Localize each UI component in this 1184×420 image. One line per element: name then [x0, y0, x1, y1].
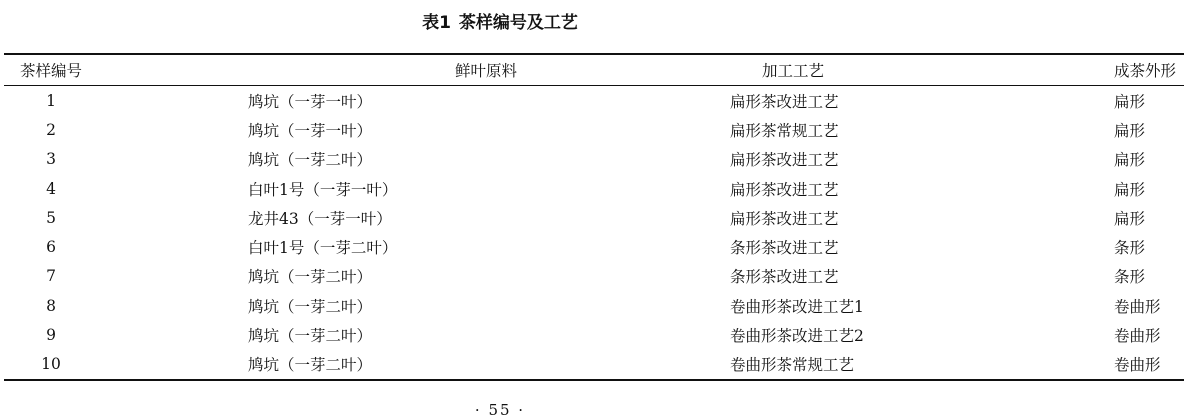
- cell-raw-material: 鸠坑（一芽二叶）: [248, 297, 373, 316]
- table-row: [4, 145, 1184, 174]
- cell-processing: 卷曲形茶常规工艺: [724, 350, 1114, 380]
- cell-raw-material: 龙井43（一芽一叶）: [248, 209, 392, 228]
- cell-appearance: 扁形: [1114, 92, 1146, 111]
- cell-raw-material: 鸠坑（一芽二叶）: [98, 350, 724, 380]
- table-row: [4, 115, 1184, 144]
- cell-appearance: 扁形: [1114, 151, 1146, 170]
- cell-sample-id: 3: [46, 150, 56, 169]
- cell-processing: 卷曲形茶改进工艺2: [730, 327, 864, 346]
- tea-sample-table: [4, 53, 1184, 381]
- table-row: [4, 291, 1184, 320]
- header-appearance: 成茶外形: [1114, 54, 1184, 86]
- cell-appearance: 条形: [1114, 239, 1146, 258]
- cell-processing: 条形茶改进工艺: [730, 268, 839, 287]
- table-row: [4, 232, 1184, 261]
- cell-raw-material: 鸠坑（一芽一叶）: [248, 121, 373, 140]
- table-title: 茶样编号及工艺: [458, 13, 578, 33]
- table-header-row: [4, 54, 1184, 86]
- table-row: [4, 350, 1184, 380]
- cell-appearance: 扁形: [1114, 180, 1146, 199]
- cell-raw-material: 鸠坑（一芽二叶）: [248, 327, 373, 346]
- table-row: [4, 174, 1184, 203]
- cell-raw-material: 白叶1号（一芽二叶）: [248, 239, 398, 258]
- cell-appearance: 扁形: [1114, 121, 1146, 140]
- cell-processing: 扁形茶改进工艺: [730, 92, 839, 111]
- cell-sample-id: 8: [46, 296, 56, 315]
- cell-processing: 扁形茶改进工艺: [730, 151, 839, 170]
- cell-processing: 扁形茶改进工艺: [730, 180, 839, 199]
- cell-sample-id: 2: [46, 120, 56, 139]
- cell-sample-id: 9: [46, 326, 56, 345]
- cell-sample-id: 6: [46, 238, 56, 257]
- table-row: [4, 320, 1184, 349]
- cell-sample-id: 1: [46, 91, 56, 110]
- header-raw-material: 鲜叶原料: [98, 54, 724, 86]
- table-number: 表1: [422, 13, 451, 33]
- table-row: [4, 86, 1184, 116]
- header-sample-id: 茶样编号: [4, 54, 98, 86]
- cell-appearance: 条形: [1114, 268, 1146, 287]
- page-number: · 55 ·: [474, 401, 526, 419]
- table-caption: [0, 12, 1000, 34]
- cell-processing: 卷曲形茶改进工艺1: [730, 297, 864, 316]
- table-row: [4, 262, 1184, 291]
- header-processing: 加工工艺: [724, 54, 1114, 86]
- cell-processing: 扁形茶常规工艺: [730, 121, 839, 140]
- cell-appearance: 卷曲形: [1114, 327, 1161, 346]
- cell-raw-material: 鸠坑（一芽二叶）: [248, 268, 373, 287]
- cell-appearance: 卷曲形: [1114, 350, 1184, 380]
- cell-processing: 扁形茶改进工艺: [730, 209, 839, 228]
- table-row: [4, 203, 1184, 232]
- cell-sample-id: 5: [46, 208, 56, 227]
- cell-raw-material: 鸠坑（一芽二叶）: [248, 151, 373, 170]
- cell-sample-id: 10: [4, 350, 98, 380]
- cell-raw-material: 鸠坑（一芽一叶）: [248, 92, 373, 111]
- cell-sample-id: 4: [46, 179, 56, 198]
- cell-processing: 条形茶改进工艺: [730, 239, 839, 258]
- cell-raw-material: 白叶1号（一芽一叶）: [248, 180, 398, 199]
- cell-appearance: 卷曲形: [1114, 297, 1161, 316]
- cell-appearance: 扁形: [1114, 209, 1146, 228]
- cell-sample-id: 7: [46, 267, 56, 286]
